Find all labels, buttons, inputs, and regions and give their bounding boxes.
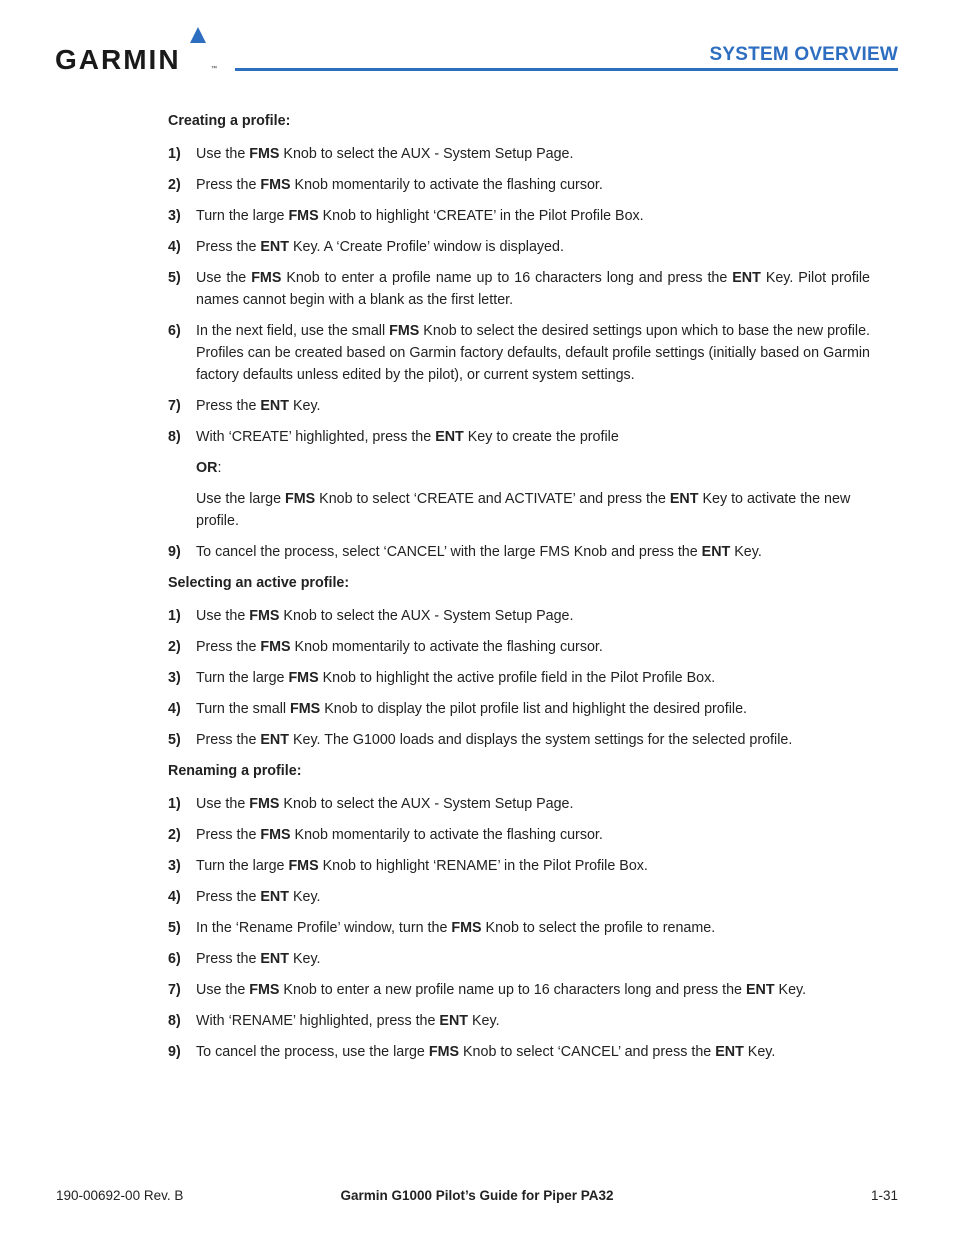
procedure-step [168,205,870,227]
bold-term: OR [196,460,218,476]
procedure-step [168,605,870,627]
step-text: Key. [730,544,762,560]
step-text: In the ‘Rename Profile’ window, turn the [196,920,452,936]
bold-term: FMS [288,670,319,686]
bold-term: ENT [715,1044,744,1060]
step-text: Key. [468,1013,500,1029]
step-text: Knob momentarily to activate the flashing cursor. [290,827,603,843]
bold-term: FMS [249,796,280,812]
step-number: 8) [168,1013,181,1029]
bold-term: FMS [249,608,280,624]
step-number: 2) [168,827,181,843]
bold-term: ENT [260,889,289,905]
step-text: Knob momentarily to activate the flashing cursor. [290,177,603,193]
bold-term: ENT [439,1013,469,1029]
step-continuation [168,457,870,479]
procedure-section [168,572,870,751]
section-header-title: SYSTEM OVERVIEW [709,44,898,65]
procedure-step [168,541,870,563]
step-text: Key. [288,889,321,905]
step-text: Knob to select the AUX - System Setup Page. [279,146,574,162]
procedure-step [168,917,870,939]
procedure-step [168,793,870,815]
bold-term: FMS [251,270,282,286]
step-text: Key. Pilot profile names cannot begin with a blank as the first letter. [196,270,871,308]
bold-term: FMS [285,491,316,507]
step-text: Key to activate the new profile. [196,491,851,529]
step-text: Key. A ‘Create Profile’ window is displayed. [288,239,564,255]
procedure-title: Creating a profile: [168,113,291,129]
step-text: Knob to select ‘CANCEL’ and press the [459,1044,716,1060]
procedure-step [168,267,870,311]
page-content [168,110,870,1072]
step-text: Press the [196,827,261,843]
procedure-section [168,760,870,1063]
step-text: Press the [196,177,261,193]
bold-term: ENT [435,429,464,445]
step-number: 1) [168,608,181,624]
step-text: Knob to select the AUX - System Setup Page. [279,796,574,812]
procedure-step [168,174,870,196]
bold-term: FMS [389,323,420,339]
step-text: Knob momentarily to activate the flashing cursor. [290,639,603,655]
step-text: Knob to select ‘CREATE and ACTIVATE’ and press the [315,491,670,507]
bold-term: FMS [260,177,291,193]
procedure-step [168,886,870,908]
footer-title: Garmin G1000 Pilot’s Guide for Piper PA32 [340,1188,614,1203]
bold-term: FMS [260,639,291,655]
procedure-step [168,426,870,448]
step-number: 3) [168,858,181,874]
procedure-step [168,395,870,417]
step-text: Knob to highlight ‘CREATE’ in the Pilot Profile Box. [318,208,644,224]
step-text: Knob to enter a profile name up to 16 characters long and press the [281,270,733,286]
step-text: With ‘RENAME’ highlighted, press the [196,1013,440,1029]
logo-trademark: ™ [211,66,217,72]
procedure-step [168,855,870,877]
step-text: Key. The G1000 loads and displays the system settings for the selected profile. [288,732,793,748]
step-text: Turn the large [196,670,289,686]
step-text: Turn the small [196,701,291,717]
procedure-step [168,948,870,970]
bold-term: FMS [249,982,280,998]
procedure-section [168,110,870,563]
procedure-title: Renaming a profile: [168,763,302,779]
step-text: To cancel the process, select ‘CANCEL’ with the large FMS Knob and press the [196,544,702,560]
procedure-step [168,698,870,720]
procedure-step [168,636,870,658]
step-text: Use the large [196,491,286,507]
step-number: 7) [168,982,181,998]
step-text: Turn the large [196,858,289,874]
step-text: Knob to display the pilot profile list and highlight the desired profile. [320,701,748,717]
procedure-step [168,1010,870,1032]
step-text: Press the [196,732,261,748]
procedure-step [168,667,870,689]
bold-term: FMS [288,208,319,224]
step-text: Press the [196,951,261,967]
step-number: 1) [168,796,181,812]
step-text: Use the [196,146,250,162]
procedure-step [168,320,870,386]
procedure-step [168,824,870,846]
bold-term: FMS [428,1044,460,1060]
bold-term: ENT [260,951,289,967]
step-number: 9) [168,1044,181,1060]
step-text: Knob to select the desired settings upon which to base the new profile. Profiles can be created based on Garmin factory defaults, default profile settings (initially based on Garmin factory defaults unless edited by the pilot), or current system settings. [196,323,870,383]
step-text: In the next field, use the small [196,323,390,339]
step-number: 1) [168,146,181,162]
step-number: 5) [168,920,181,936]
step-number: 3) [168,208,181,224]
step-text: Press the [196,639,261,655]
step-number: 5) [168,732,181,748]
step-text: Knob to select the profile to rename. [481,920,716,936]
bold-term: FMS [288,858,319,874]
step-text: Use the [196,270,252,286]
step-text: Key. [743,1044,776,1060]
step-number: 7) [168,398,181,414]
footer-page-number: 1-31 [870,1188,898,1203]
step-text: Press the [196,889,261,905]
step-text: : [217,460,222,476]
bold-term: ENT [745,982,775,998]
step-text: Knob to highlight ‘RENAME’ in the Pilot Profile Box. [318,858,648,874]
bold-term: FMS [451,920,482,936]
bold-term: ENT [260,398,289,414]
step-number: 4) [168,239,181,255]
step-number: 6) [168,951,181,967]
procedure-step [168,729,870,751]
footer-doc-number: 190-00692-00 Rev. B [56,1188,184,1203]
step-number: 9) [168,544,181,560]
step-text: Press the [196,398,261,414]
bold-term: FMS [290,701,321,717]
step-text: With ‘CREATE’ highlighted, press the [196,429,436,445]
bold-term: ENT [669,491,699,507]
bold-term: ENT [732,270,761,286]
step-number: 8) [168,429,181,445]
procedure-step [168,236,870,258]
step-text: Key. [288,951,321,967]
procedure-step [168,1041,870,1063]
step-text: Key to create the profile [463,429,619,445]
logo-wordmark: GARMIN [55,44,181,75]
bold-term: ENT [260,239,289,255]
step-text: Knob to enter a new profile name up to 16 characters long and press the [279,982,746,998]
bold-term: ENT [701,544,731,560]
bold-term: ENT [260,732,289,748]
step-continuation [168,488,870,532]
header-rule [235,68,898,71]
step-text: Knob to select the AUX - System Setup Page. [279,608,574,624]
step-number: 6) [168,323,181,339]
procedure-title: Selecting an active profile: [168,575,350,591]
step-number: 2) [168,177,181,193]
bold-term: FMS [249,146,280,162]
step-text: Key. [288,398,321,414]
step-text: Use the [196,608,250,624]
garmin-logo [55,26,225,76]
step-text: Use the [196,796,250,812]
step-text: Use the [196,982,250,998]
step-text: Knob to highlight the active profile field in the Pilot Profile Box. [318,670,716,686]
step-text: Key. [774,982,807,998]
step-number: 2) [168,639,181,655]
step-number: 4) [168,889,181,905]
step-number: 3) [168,670,181,686]
step-number: 4) [168,701,181,717]
step-number: 5) [168,270,181,286]
procedure-step [168,143,870,165]
step-text: Turn the large [196,208,289,224]
bold-term: FMS [260,827,291,843]
step-text: Press the [196,239,261,255]
procedure-step [168,979,870,1001]
garmin-delta-icon [189,26,207,44]
step-text: To cancel the process, use the large [196,1044,429,1060]
